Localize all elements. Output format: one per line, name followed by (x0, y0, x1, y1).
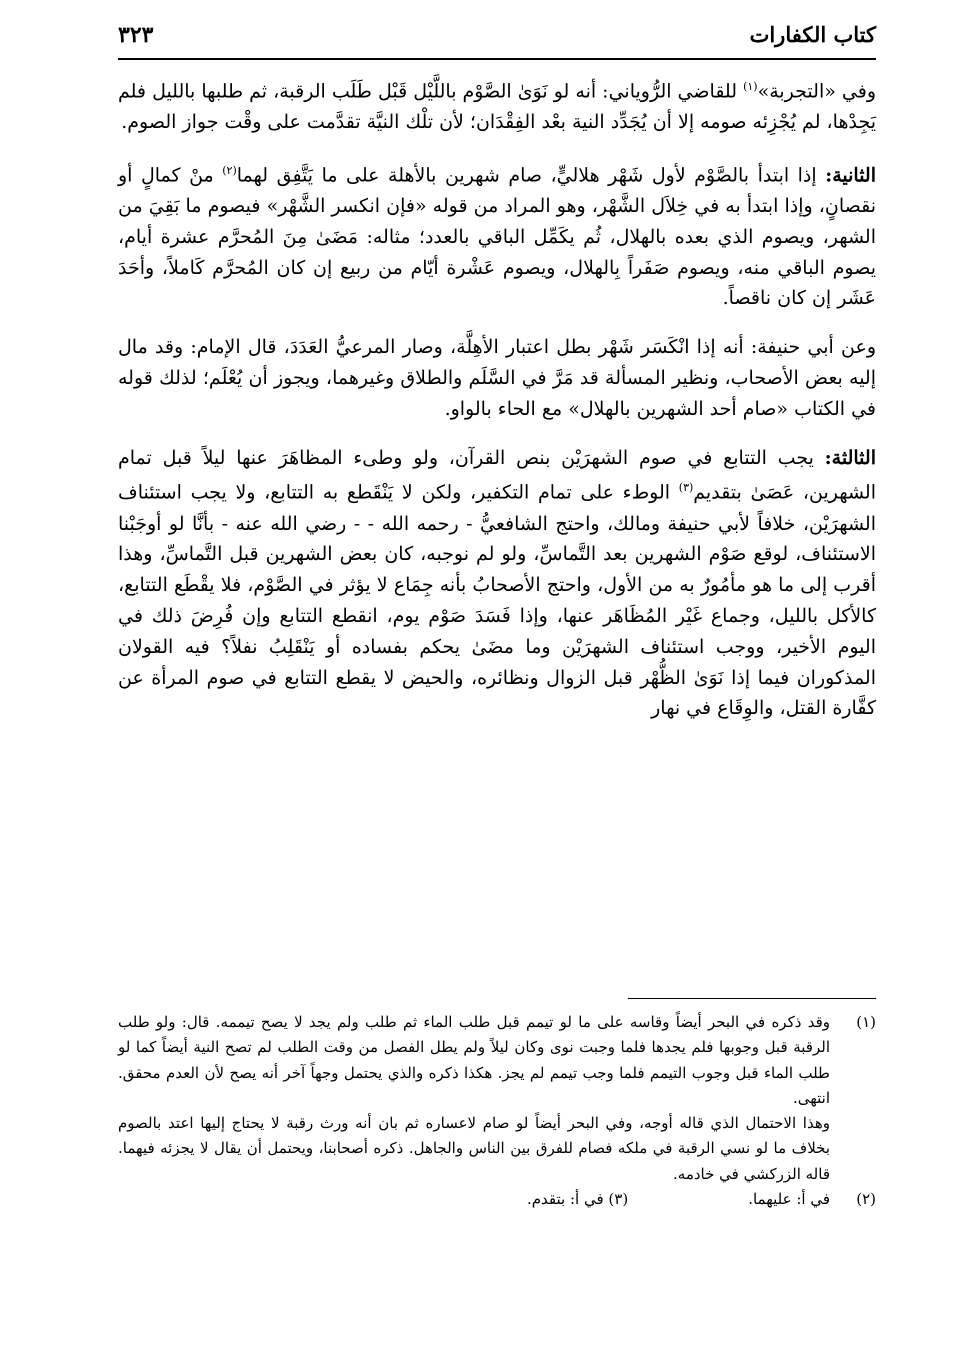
paragraph-text: وعن أبي حنيفة: أنه إذا انْكَسَر شَهْر بطل اعتبار الأهِلَّة، وصار المرعيُّ العَدَدَ، قال الإمام: وقد مال إليه بعض الأصحاب، ونظير المسألة قد مَرَّ في السَّلَم والطلاق وغيرهما، ويجوز أن يُعْلَم؛ لذلك قوله في الكتاب «صام أحد الشهرين بالهلال» مع الحاء بالواو. (118, 336, 876, 420)
footnote-text: وقد ذكره في البحر أيضاً وقاسه على ما لو تيمم قبل طلب الماء ثم طلب ولم يجد لا يصح تيممه. قال: ولو طلب الرقبة قبل وجوبها فلم يجدها فلما وجبت نوى وكان ليلاً ولم يطل الفصل من وقت الطلب لم تصح النية أيضاً كما لو طلب الماء قبل وجوب التيمم فلما وجب تيمم لم يجز. هكذا ذكره والذي يحتمل وجهاً آخر أنه يصح لأن العدم محقق. انتهى. (118, 1013, 830, 1107)
paragraph-2 (118, 156, 876, 314)
footnote-ref-2: (٢) (222, 163, 237, 177)
paragraph-1 (118, 72, 876, 138)
footnote-text: وهذا الاحتمال الذي قاله أوجه، وفي البحر أيضاً لو صام لاعساره ثم بان أنه ورث رقبة لا يحتاج إليها اعتد بالصوم بخلاف ما لو نسي الرقبة في ملكه فصام للفرق بين الناس والجاهل. ذكره أصحابنا، ويحتمل أن يقال لا يجزئه فيهما. قاله الزركشي في خادمه. (118, 1114, 830, 1183)
header-rule (118, 58, 876, 60)
paragraph-text: وفي «التجربة» (757, 80, 876, 103)
paragraph-text: إذا ابتدأ بالصَّوْم لأول شَهْر هلاليٍّ، صام شهرين بالأهلة على ما يَتَّفِق لهما (236, 164, 826, 187)
footnote-2-text: في أ: عليهما. (748, 1190, 830, 1209)
running-header (118, 22, 876, 54)
footnote-3-text: (٣) في أ: بتقدم. (527, 1190, 629, 1209)
footnotes (118, 1010, 876, 1212)
page-number: ٣٢٣ (118, 22, 154, 48)
paragraph-text: منْ كمالٍ أو نقصانٍ، وإذا ابتدأ به في خِلاَل الشَّهْر، وهو المراد من قوله «فإن انكسر الشَّهْر» فيصوم ما بَقِيَ من الشهر، ويصوم الذي بعده بالهلال، ثُم يكَمِّل الباقي بالعدد؛ مثاله: مَضَىٰ مِنَ المُحرَّم عشرة أيام، يصوم الباقي منه، ويصوم صَفَراً بِالهلال، ويصوم عَشْرة أيّام من ربيع إن كان المُحرَّم كَاملاً، وأحَدَ عَشَر إن كان ناقصاً. (118, 164, 876, 310)
paragraph-text: الوطء على تمام التكفير، ولكن لا يَنْقَطع به التتابع، ولا يجب استئناف الشهرَيْن، خلافاً لأبي حنيفة ومالك، واحتج الشافعيُّ - رحمه الله - - رضي الله عنه - بأنَّا لو أوجَبْنا الاستئناف، لوقع صَوْم الشهرين بعد التَّماسِّ، ولو لم نوجبه، كان بعض الشهرين قبل التَّماسِّ، وهذا أقرب إلى ما هو مأمُورٌ به من الأول، واحتج الأصحابُ بأنه جِمَاع لا يؤثر في الصَّوْم، فلا يقْطَع التتابع، كالأكل بالليل، وجماع غَيْر المُظَاهَر عنها، وإذا فَسَدَ صَوْم يوم، انقطع التتابع وإن فُرِضَ ذلك في اليوم الأخير، ووجب استئناف الشهرَيْن وما مضَىٰ يحكم بفساده أو يَنْقَلِبُ نفلاً؟ فيه القولان المذكوران فيما إذا نَوَىٰ الظُّهْر قبل الزوال ونظائره، والحيض لا يقطع التتابع في صوم المرأة عن كفَّارة القتل، والوِقَاع في نهار (118, 481, 876, 720)
paragraph-lead: الثالثة: (824, 446, 876, 469)
paragraph-4 (118, 443, 876, 725)
paragraph-lead: الثانية: (825, 164, 876, 187)
footnote-number: (٢) (856, 1190, 876, 1209)
paragraph-text: للقاضي الرُّوياني: أنه لو نَوَىٰ الصَّوْم باللَّيْل قَبْل طَلَب الرقبة، ثم طلبها بالليل فلم يَجِدْها، لم يُجْزِئه صومه إلا أن يُجَدِّد النية بعْد الفِقْدَان؛ لأن تلْك النيَّة تقدَّمت على وقْت جواز الصوم. (118, 80, 876, 134)
main-text (118, 72, 876, 742)
footnote-ref-3: (٣) (678, 481, 694, 495)
footnote-rule (628, 998, 876, 999)
footnotes-2-3 (118, 1187, 876, 1212)
footnote-1-continued (118, 1111, 876, 1187)
paragraph-3 (118, 332, 876, 424)
chapter-title: كتاب الكفارات (749, 22, 876, 47)
footnote-ref-1: (١) (743, 80, 758, 93)
paragraph-text: يجب التتابع في صوم الشهرَيْن بنص القرآن، ولو وطىء المظاهَرَ عنها ليلاً قبل تمام الشهرين، عَصَىٰ بتقديم (118, 446, 876, 504)
footnote-1 (118, 1010, 876, 1111)
footnote-number: (١) (856, 1013, 876, 1031)
